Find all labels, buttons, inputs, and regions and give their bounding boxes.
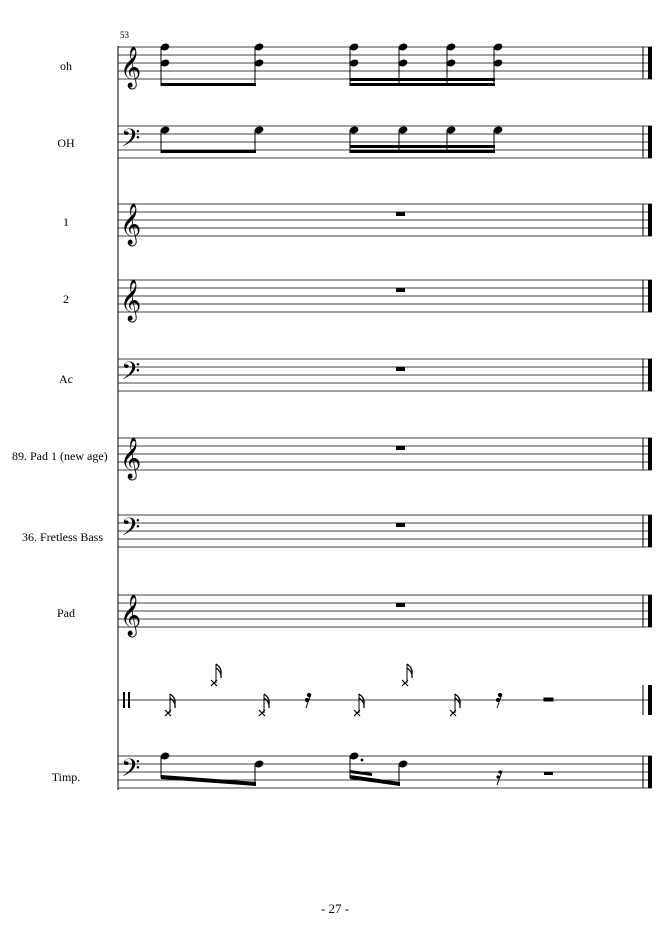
- whole-rest-icon: [396, 603, 405, 607]
- whole-rest-icon: [396, 446, 405, 450]
- measure-number: 53: [120, 30, 129, 40]
- whole-rest-icon: [396, 367, 405, 371]
- bass-clef-icon: 𝄢: [121, 357, 141, 392]
- staff-lines-fretless-bass: [118, 515, 652, 547]
- staff-lines: [118, 47, 652, 788]
- whole-rests: [396, 212, 405, 607]
- timp-notes: [160, 751, 553, 786]
- staff-lines-pad-new-age: [118, 438, 652, 470]
- staff-label-pad: Pad: [57, 606, 75, 620]
- treble-clef-icon: 𝄞: [120, 595, 142, 636]
- whole-rest-icon: [396, 212, 405, 216]
- staff-lines-OH: [118, 126, 652, 158]
- half-rest-icon: [544, 772, 553, 775]
- staff-OH-notes: [160, 125, 504, 153]
- staff-label-fretless-bass: 36. Fretless Bass: [22, 530, 103, 544]
- staff-label-timp: Timp.: [51, 770, 81, 784]
- staff-lines-1: [118, 204, 652, 236]
- staff-oh-notes: [160, 42, 504, 86]
- staff-lines-pad: [118, 595, 652, 627]
- whole-rest-icon: [396, 523, 405, 527]
- percussion-notes: [165, 664, 553, 716]
- staff-label-OH: OH: [57, 136, 75, 150]
- staff-lines-ac: [118, 359, 652, 391]
- sixteenth-rest-icon: [496, 770, 502, 785]
- staff-lines-oh: [118, 47, 652, 79]
- treble-clef-icon: 𝄞: [120, 438, 142, 479]
- treble-clef-icon: 𝄞: [120, 280, 142, 321]
- page-number: - 27 -: [320, 901, 350, 916]
- staff-label-oh: oh: [60, 59, 72, 73]
- half-rest-icon: [544, 698, 553, 701]
- sixteenth-rest-icon: [496, 693, 502, 708]
- staff-label-2: 2: [63, 292, 69, 306]
- treble-clef-icon: 𝄞: [120, 204, 142, 245]
- staff-label-pad-new-age: 89. Pad 1 (new age): [12, 449, 108, 463]
- staff-label-ac: Ac: [59, 372, 73, 386]
- treble-clef-icon: 𝄞: [120, 47, 142, 88]
- staff-lines-2: [118, 280, 652, 312]
- bass-clef-icon: 𝄢: [121, 124, 141, 159]
- staff-label-1: 1: [63, 215, 69, 229]
- whole-rest-icon: [396, 288, 405, 292]
- bass-clef-icon: 𝄢: [121, 754, 141, 789]
- bass-clef-icon: 𝄢: [121, 513, 141, 548]
- sixteenth-rest-icon: [305, 693, 311, 708]
